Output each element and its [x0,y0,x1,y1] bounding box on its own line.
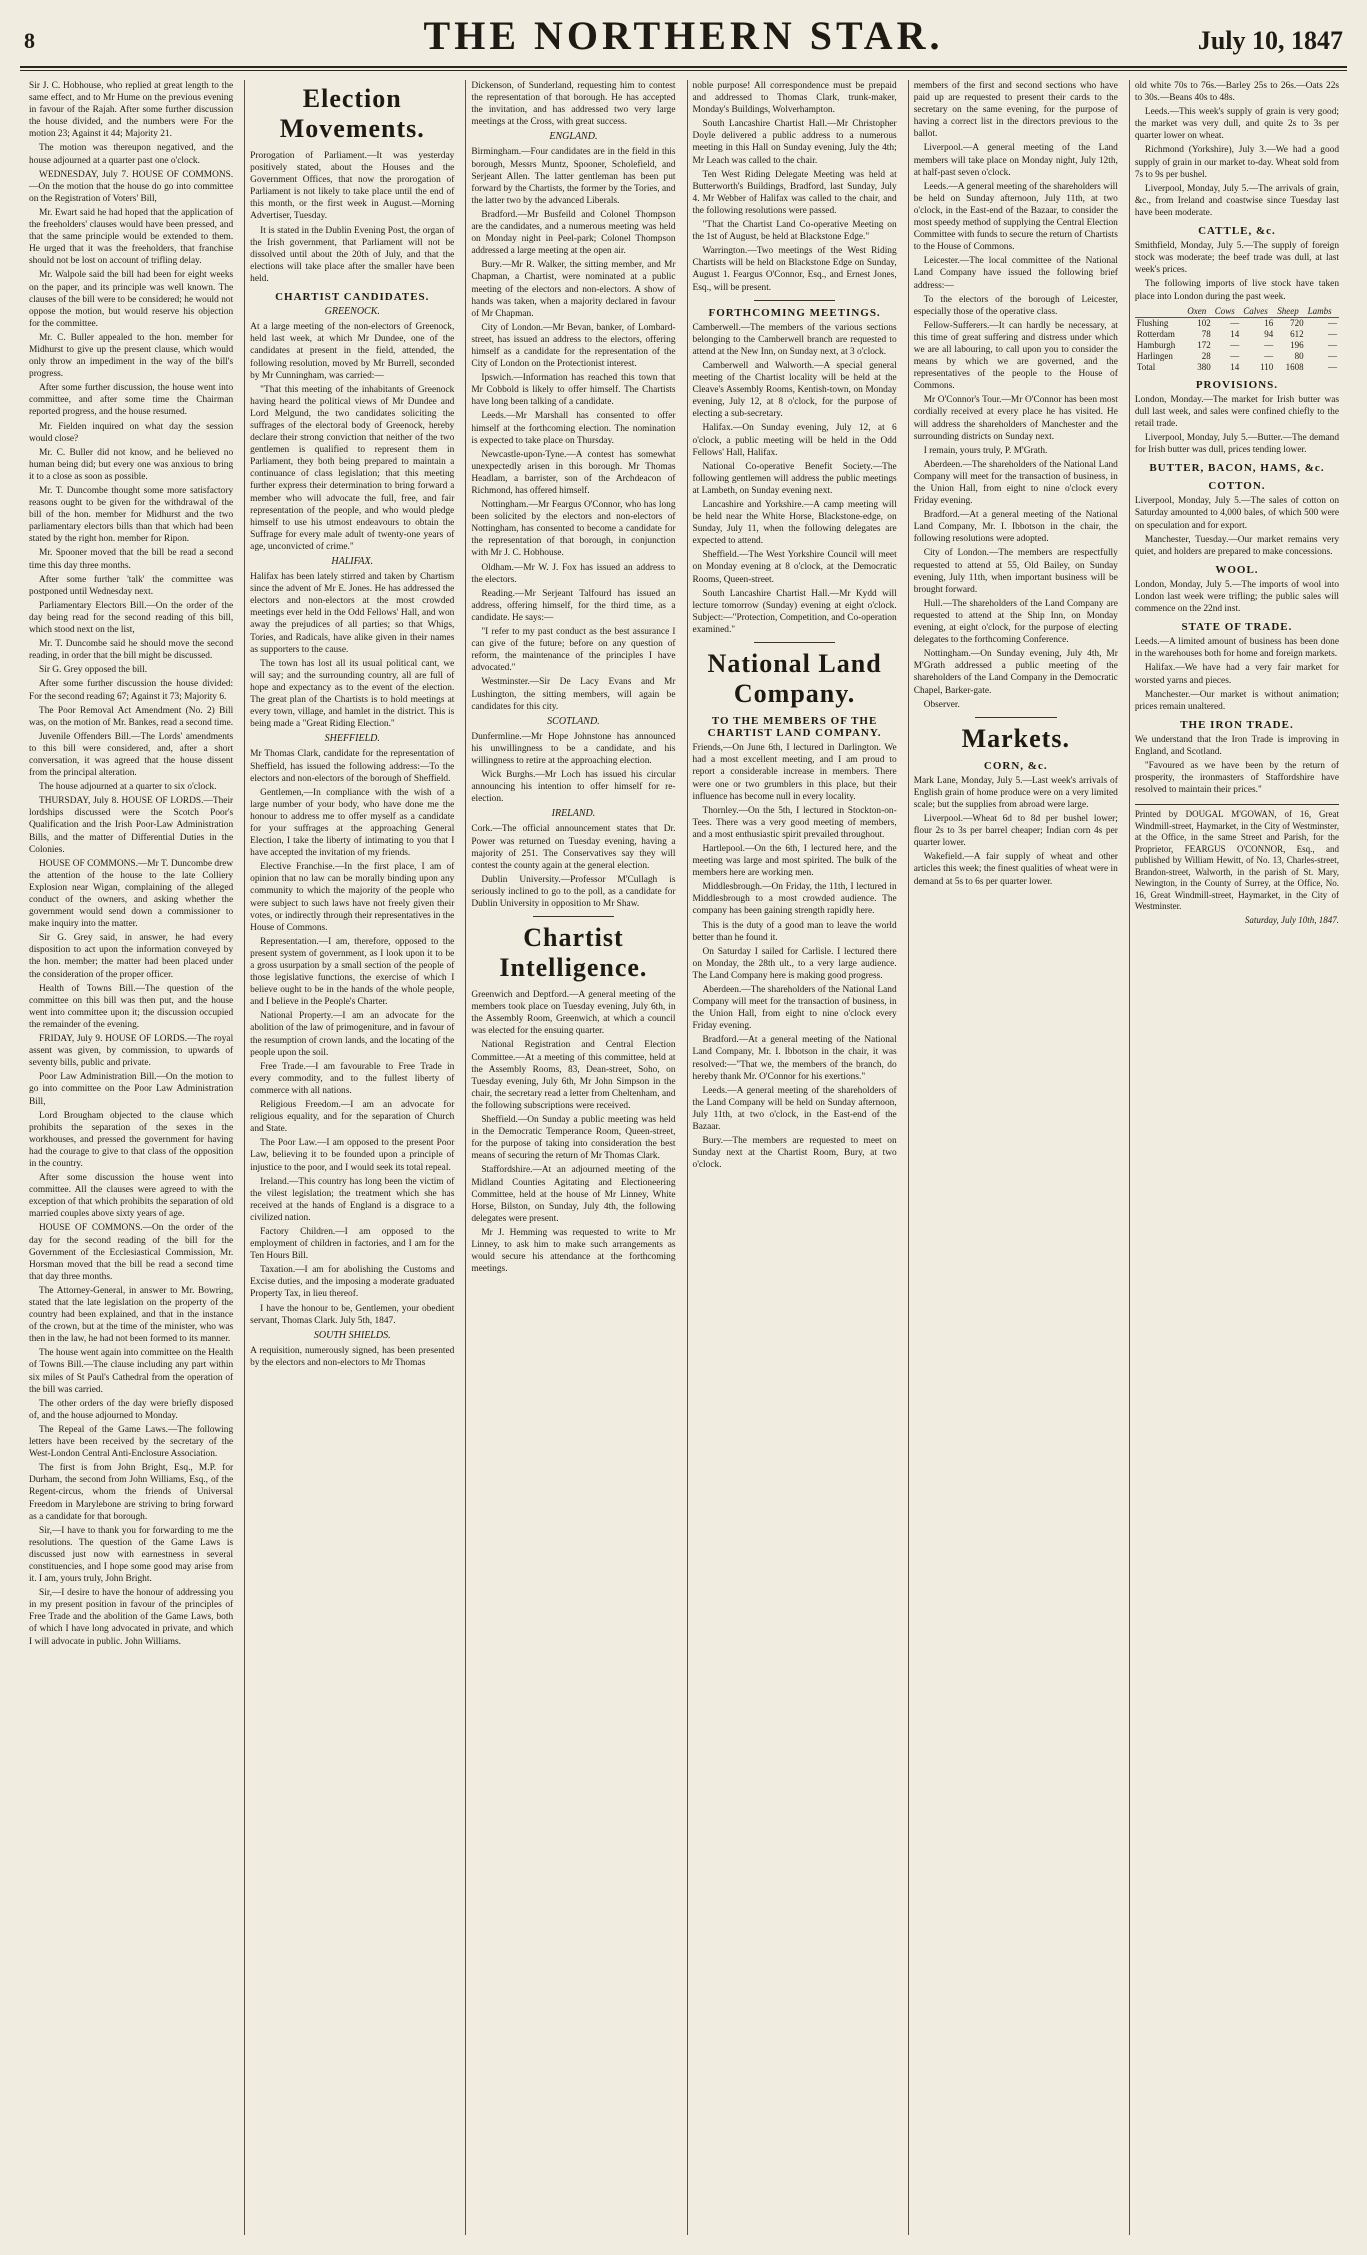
article-paragraph: Mr. C. Buller did not know, and he believed no human being did; but every one was anxious to bring it to a close as soon as possible. [29,447,234,482]
article-paragraph: Manchester, Tuesday.—Our market remains very quiet, and holders are prepared to make concessions. [1134,534,1340,557]
article-paragraph: Gentlemen,—In compliance with the wish of a large number of your body, who have done me the honour to address me to offer myself as a candidate for your suffrages at the approaching General Election, I take the liberty of intimating to you that I have accepted the invitation of my friends. [250,787,455,859]
article-paragraph: It is stated in the Dublin Evening Post, the organ of the Irish government, that Parliament will not be dissolved until about the 20th of July, and that the elections will take place after the smaller have been held. [250,225,455,284]
article-paragraph: Liverpool.—Wheat 6d to 8d per bushel lower; flour 2s to 3s per barrel cheaper; Indian corn 4s per quarter lower. [913,814,1118,849]
article-paragraph: To the electors of the borough of Leicester, especially those of the operative class. [913,294,1118,317]
article-paragraph: Oldham.—Mr W. J. Fox has issued an address to the electors. [471,562,676,585]
article-paragraph: Bradford.—Mr Busfeild and Colonel Thompson are the candidates, and a numerous meeting was held on Monday night in Peel-park; Colonel Thompson addressed a large meeting at the open air. [471,209,676,257]
article-paragraph: Mr. Ewart said he had hoped that the application of the freeholders' clauses would have been pressed, and that the same principle would be extended to them. He urged that it was the freeholders, that franchise should not be lost on account of trifling delay. [29,207,234,267]
article-paragraph: Dublin University.—Professor M'Cullagh is seriously inclined to go to the poll, as a candidate for Dublin University in opposition to Mr Shaw. [471,874,676,909]
article-paragraph: Westminster.—Sir De Lacy Evans and Mr Lushington, the sitting members, will again be candidates for this city. [471,677,676,712]
subhead-cotton: COTTON. [1208,480,1266,493]
article-paragraph: Halifax.—We have had a very fair market for worsted yarns and pieces. [1134,663,1340,686]
article-paragraph: The first is from John Bright, Esq., M.P. for Durham, the second from John Williams, Esq., of the Regent-circus, whom the friends of Universal Freedom in Marylebone are striving to bring forward as a candidate for that borough. [29,1463,234,1522]
article-paragraph: Halifax.—On Sunday evening, July 12, at 6 o'clock, a public meeting will be held in the Odd Fellows' Hall, Halifax. [692,423,897,458]
table-header: Oxen [1185,306,1212,318]
table-cell: Hamburgh [1136,339,1176,350]
article-paragraph: The house adjourned at a quarter to six o'clock. [39,782,217,793]
subhead-land-members: TO THE MEMBERS OF THE CHARTIST LAND COMPANY. [707,715,882,740]
table-cell: 720 [1290,317,1304,328]
masthead-rule [20,66,1347,68]
article-paragraph: Mr O'Connor's Tour.—Mr O'Connor has been most cordially received at every place he has visited. He will address the shareholders of Manchester and the surrounding districts on Sunday next. [913,395,1118,442]
imprint-date: Saturday, July 10th, 1847. [1244,914,1340,925]
table-header: Cows [1213,306,1242,318]
article-paragraph: "That the Chartist Land Co-operative Meeting on the 1st of August, be held at Blackstone Edge." [692,220,897,243]
article-paragraph: Birmingham.—Four candidates are in the field in this borough, Messrs Muntz, Spooner, Scholefield, and Serjeant Allen. The latter gentleman has been put forward by the Chartists, the former by the Tories, and the latter two by the advanced Liberals. [471,147,676,206]
article-paragraph: Wick Burghs.—Mr Loch has issued his circular announcing his intention to offer himself for re-election. [471,770,676,805]
table-cell: 196 [1290,339,1304,350]
article-paragraph: City of London.—The members are respectfully requested to attend at 55, Old Bailey, on Sunday evening, July 11th, when important business will be brought forward. [913,548,1118,595]
table-header [1135,306,1185,318]
article-paragraph: City of London.—Mr Bevan, banker, of Lombard-street, has issued an address to the electors, offering himself as a candidate for the representation of the City of London on the Protectionist interest. [471,322,676,370]
article-paragraph: After some further discussion, the house went into committee, and after some time the Chairman reported progress, and the house resumed. [29,383,234,418]
article-paragraph: Poor Law Administration Bill.—On the motion to go into committee on the Poor Law Administration Bill, [29,1072,234,1107]
table-cell: — [1328,350,1338,361]
table-header: Sheep [1275,306,1305,318]
table-row [1135,329,1339,340]
article-paragraph: "Favoured as we have been by the return of prosperity, the ironmasters of Staffordshire have resolved to maintain their prices." [1134,761,1340,796]
article-paragraph: National Co-operative Benefit Society.—The following gentlemen will address the public meetings at Lambeth, on Sunday evening next. [692,461,897,496]
subhead-butter: BUTTER, BACON, HAMS, &c. [1149,462,1325,475]
table-cell: — [1328,339,1338,350]
table-header: Lambs [1306,306,1339,318]
column-election-continued [465,80,680,2235]
article-paragraph: Halifax has been lately stirred and taken by Chartism since the advent of Mr E. Jones. He has addressed the electors and non-electors at the most crowded meetings ever held in the Odd Fellows' Hall, and won away the prejudices of all parties; so that Whigs, Tories, and Radicals, have alike given in their names as supporters to the cause. [250,572,455,655]
masthead [24,8,1343,60]
article-paragraph: Sir G. Grey opposed the bill. [39,665,148,676]
article-paragraph: Mr J. Hemming was requested to write to Mr Linney, to ask him to make such arrangements as would secure his attendance at the forthcoming meetings. [471,1227,676,1275]
article-paragraph: National Registration and Central Election Committee.—At a meeting of this committee, held at the Assembly Rooms, 83, Dean-street, Soho, on Tuesday evening, July 6th, Mr John Simpson in the chair, the secretary read a letter from Cheltenham, and the following subscriptions were received. [471,1040,676,1111]
article-paragraph: Sheffield.—On Sunday a public meeting was held in the Democratic Temperance Room, Queen-street, for the purpose of taking into consideration the best means of securing the return of Mr Thomas Clark. [471,1115,676,1162]
section-title-election: Election Movements. [279,84,425,143]
article-paragraph: Aberdeen.—The shareholders of the National Land Company will meet for the transaction of business, in the Union Hall, from eight to nine o'clock every Friday evening. [692,985,897,1032]
article-paragraph: Mr. Spooner moved that the bill be read a second time this day three months. [29,548,234,571]
table-cell: 14 [1230,328,1240,339]
section-divider [533,916,615,917]
place-heading: SHEFFIELD. [324,733,380,745]
table-cell: — [1230,317,1240,328]
table-cell: 612 [1290,328,1304,339]
table-cell: — [1230,339,1240,350]
masthead-rule-thin [20,70,1347,71]
article-paragraph: Elective Franchise.—In the first place, I am of opinion that no law can be morally binding upon any community to which the majority of the people who were subject to such laws have not freely given their votes, or indirectly through their representatives in the House of Commons. [250,862,455,933]
article-paragraph: Representation.—I am, therefore, opposed to the present system of government, as I look upon it to be a gross usurpation by a small section of the people of those legislative functions, the exercise of which I believe ought to be in the hands of the whole people, and I believe in the People's Charter. [250,936,455,1008]
article-paragraph: Leeds.—This week's supply of grain is very good; the market was very dull, and quite 2s to 3s per quarter lower on wheat. [1134,107,1340,142]
article-paragraph: Warrington.—Two meetings of the West Riding Chartists will be held on Blackstone Edge on Sunday, August 1. Feargus O'Connor, Esq., and Ernest Jones, Esq., will be present. [692,246,897,293]
article-paragraph: HOUSE OF COMMONS.—Mr T. Duncombe drew the attention of the house to the late Colliery Explosion near Wigan, complaining of the alleged conduct of the owners, and asking whether the government would send down a commissioner to make inquiry into the matter. [29,858,234,930]
article-paragraph: At a large meeting of the non-electors of Greenock, held last week, at which Mr Dundee, one of the candidates at present in the field, attended, the following resolution, moved by Mr Burrell, seconded by Mr Cunningham, was carried:— [250,322,455,381]
column-market-reports [1129,80,1344,2235]
article-paragraph: Camberwell.—The members of the various sections belonging to the Camberwell branch are requested to attend at the New Inn, on Sunday next, at 3 o'clock. [692,322,897,357]
article-paragraph: Sir,—I desire to have the honour of addressing you in my present position in favour of the principles of Free Trade and the abolition of the Game Laws, both of which I have long advocated in private, and which I will advocate in public. John Williams. [29,1588,234,1647]
article-paragraph: Lord Brougham objected to the clause which prohibits the separation of the sexes in the workhouses, and pressed the government for having had the courage to give to that class of the opposition in the country. [29,1110,234,1169]
article-paragraph: Camberwell and Walworth.—A special general meeting of the Chartist locality will be held at the Cleave's Assembly Rooms, Kentish-town, on Monday evening, July 12, at 8 o'clock, for the purpose of electing a sub-secretary. [692,360,897,420]
table-cell: Rotterdam [1136,328,1175,339]
table-row [1135,351,1339,362]
place-heading: GREENOCK. [324,306,380,318]
table-cell: — [1264,339,1274,350]
article-paragraph: Bradford.—At a general meeting of the National Land Company, Mr. I. Ibbotson in the chair, it was resolved:—"That we, the members of the branch, do hereby thank Mr. O'Connor for his exertions." [692,1035,897,1082]
article-paragraph: Ipswich.—Information has reached this town that Mr Cobbold is likely to offer himself. The Chartists have long been talking of a candidate. [471,373,676,408]
subhead-provisions: PROVISIONS. [1195,378,1279,391]
table-cell: Total [1136,361,1156,372]
article-paragraph: Mark Lane, Monday, July 5.—Last week's arrivals of English grain of home produce were on a very limited scale; but the supplies from abroad were large. [913,775,1118,810]
table-cell: Harlingen [1136,350,1173,361]
article-paragraph: Ten West Riding Delegate Meeting was held at Butterworth's Buildings, Bradford, last Sunday, July 4. Mr Webber of Halifax was called to the chair, and the following resolutions were passed. [692,169,897,216]
article-paragraph: Mr. Fielden inquired on what day the session would close? [29,421,234,444]
article-paragraph: I have the honour to be, Gentlemen, your obedient servant, Thomas Clark. July 5th, 1847. [250,1303,455,1326]
article-paragraph: After some further 'talk' the committee was postponed until Wednesday next. [29,574,234,597]
article-paragraph: The following imports of live stock have taken place into London during the past week. [1134,279,1340,302]
section-divider [754,642,836,643]
article-paragraph: Bradford.—At a general meeting of the National Land Company, Mr. I. Ibbotson in the chair, the following resolutions were adopted. [913,510,1118,545]
article-paragraph: Sir J. C. Hobhouse, who replied at great length to the same effect, and to Mr Hume on the previous evening in favour of the Rajah. After some further discussion the house divided, and the numbers were For the motion 23; Against it 44; Majority 21. [29,81,234,140]
article-paragraph: Cork.—The official announcement states that Dr. Power was returned on Tuesday evening, having a majority of 251. The Conservatives say they will contest the county again at the general election. [471,824,676,871]
article-paragraph: A requisition, numerously signed, has been presented by the electors and non-electors to Mr Thomas [250,1345,455,1368]
table-row [1135,317,1339,329]
article-paragraph: Middlesbrough.—On Friday, the 11th, I lectured in Middlesbrough to a most crowded audience. The company has been gaining strength rapidly here. [692,882,897,917]
article-paragraph: Greenwich and Deptford.—A general meeting of the members took place on Tuesday evening, July 6th, in the Assembly Room, Greenwich, at which a council was elected for the ensuing quarter. [471,990,676,1037]
article-paragraph: South Lancashire Chartist Hall.—Mr Kydd will lecture tomorrow (Sunday) evening at eight o'clock. Subject:—"Protection, Competition, and Co-operation examined." [692,588,897,635]
article-paragraph: Mr Thomas Clark, candidate for the representation of Sheffield, has issued the following address:—To the electors and non-electors of the borough of Sheffield. [250,749,455,784]
article-paragraph: Friends,—On June 6th, I lectured in Darlington. We had a most excellent meeting, and I am proud to report a considerable increase in members. There were one or two grumblers in this place, but their influence has become null in every locality. [692,743,897,802]
imprint-text: Printed by DOUGAL M'GOWAN, of 16, Great Windmill-street, Haymarket, in the City of Westminster, at the Office, in the same Street and Parish, for the Proprietor, FEARGUS O'CONNOR, Esq., and published by William Hewitt, of No. 13, Charles-street, Brandon-street, Walworth, in the parish of St. Mary, Newington, in the County of Surrey, at the Office, No. 16, Great Windmill-street, Haymarket, in the City of Westminster. [1134,809,1340,912]
article-paragraph: Sir G. Grey said, in answer, he had every disposition to act upon the information conveyed by the hon. member; the matter had been placed under the consideration of the proper officer. [29,933,234,980]
article-paragraph: Aberdeen.—The shareholders of the National Land Company will meet for the transaction of business, in the Union Hall, from eight to nine o'clock every Friday evening. [913,459,1118,507]
article-paragraph: National Property.—I am an advocate for the abolition of the law of primogeniture, and in favour of the resumption of crown lands, and the locating of the people upon the soil. [250,1011,455,1058]
article-paragraph: THURSDAY, July 8. HOUSE OF LORDS.—Their lordships discussed were the Scotch Poor's Qualification and the Irish Poor-Law Administration Bills, and the matter of Differential Duties in the Colonies. [29,796,234,855]
article-paragraph: Newcastle-upon-Tyne.—A contest has somewhat unexpectedly arisen in this borough. Mr Thomas Headlam, a barrister, son of the Archdeacon of Richmond, has offered himself. [471,449,676,496]
article-paragraph: Lancashire and Yorkshire.—A camp meeting will be held near the White Horse, Blackstone-edge, on Sunday, July 11, when the following delegates are expected to attend. [692,500,897,547]
article-paragraph: Leeds.—Mr Marshall has consented to offer himself at the forthcoming election. The nomination is expected to take place on Thursday. [471,411,676,446]
column-land-markets [908,80,1123,2235]
table-cell: 172 [1197,339,1211,350]
article-paragraph: Liverpool, Monday, July 5.—The sales of cotton on Saturday amounted to 4,000 bales, of which 500 were on speculation and for export. [1134,496,1340,531]
article-paragraph: On Saturday I sailed for Carlisle. I lectured there on Monday, the 28th ult., to a very large audience. The Land Company here is making good progress. [692,946,897,981]
table-header: Calves [1241,306,1275,318]
article-paragraph: FRIDAY, July 9. HOUSE OF LORDS.—The royal assent was given, by commission, to upwards of seventy bills, public and private. [29,1034,234,1069]
table-cell: 80 [1294,350,1304,361]
article-paragraph: Dickenson, of Sunderland, requesting him to contest the representation of that borough. He has accepted the invitation, and has addressed two very large meetings at the Cross, with great success. [471,81,676,128]
table-cell: 1608 [1285,361,1304,372]
article-paragraph: The town has lost all its usual political cant, we will say; and the surrounding country, all are full of hope and expectancy as to the event of the election. The great plan of the Chartists is to hold meetings at every town, village, and hamlet in the district. This is being made a "Great Riding Election." [250,658,455,730]
article-paragraph: Health of Towns Bill.—The question of the committee on this bill was then put, and the house went into committee upon it; the discussion occupied the remainder of the evening. [29,983,234,1030]
article-paragraph: Liverpool.—A general meeting of the Land members will take place on Monday night, July 12th, at half-past seven o'clock. [913,143,1118,178]
article-paragraph: Bury.—The members are requested to meet on Sunday next at the Chartist Room, Bury, at two o'clock. [692,1136,897,1171]
article-paragraph: The Poor Law.—I am opposed to the present Poor Law, believing it to be founded upon a principle of injustice to the poor, and I would seek its total repeal. [250,1138,455,1173]
article-paragraph: Mr. T. Duncombe said he should move the second reading, in order that the bill might be discussed. [29,639,234,662]
article-paragraph: noble purpose! All correspondence must be prepaid and addressed to Thomas Clark, trunk-maker, Monday's Buildings, Wolverhampton. [692,81,897,116]
article-paragraph: The Poor Removal Act Amendment (No. 2) Bill was, on the motion of Mr. Bankes, read a second time. [29,705,234,728]
article-paragraph: Leeds.—A general meeting of the shareholders will be held on Sunday afternoon, July 11th, at two o'clock, in the East-end of the Bazaar, to consider the most speedy method of supplying the Central Election Committee with funds to secure the return of Chartists to the House of Commons. [913,181,1118,253]
article-paragraph: South Lancashire Chartist Hall.—Mr Christopher Doyle delivered a public address to a numerous meeting in this Hall on Sunday evening, July the 4th; Mr Leach was called to the chair. [692,119,897,166]
table-cell: — [1328,361,1338,372]
table-row [1135,340,1339,351]
page-columns [24,80,1344,2235]
article-paragraph: Observer. [923,699,960,710]
table-cell: 94 [1264,328,1274,339]
article-paragraph: Factory Children.—I am opposed to the employment of children in factories, and I am for the Ten Hours Bill. [250,1226,455,1262]
subhead-trade: STATE OF TRADE. [1181,621,1293,634]
article-paragraph: Fellow-Sufferers.—It can hardly be necessary, at this time of great suffering and distress under which we are all labouring, to call upon you to consider the means by which we are governed, and the representatives of the people to the House of Commons. [913,320,1118,392]
table-cell: — [1328,328,1338,339]
article-paragraph: HOUSE OF COMMONS.—On the order of the day for the second reading of the bill for the Government of the Ecclesiastical Commission, Mr. Horsman moved that the bill be read a second time that day three months. [29,1223,234,1282]
article-paragraph: Richmond (Yorkshire), July 3.—We had a good supply of grain in our market to-day. Wheat sold from 7s to 9s per bushel. [1134,145,1340,180]
article-paragraph: The Attorney-General, in answer to Mr. Bowring, stated that the late legislation on the property of the country had been explained, and that in the instance of the crown, but at the time of the minister, who was then in the law, he had not been formed to its manner. [29,1285,234,1345]
article-paragraph: Mr. T. Duncombe thought some more satisfactory reasons ought to be given for the withdrawal of the bill of the hon. member for Midhurst and the two parliamentary electors bills than that which had been stated by the right hon. member for Ripon. [29,486,234,545]
article-paragraph: Nottingham.—On Sunday evening, July 4th, Mr M'Grath addressed a public meeting of the shareholders of the Land Company in the Democratic Chapel, Barker-gate. [913,649,1118,696]
article-paragraph: The other orders of the day were briefly disposed of, and the house adjourned to Monday. [29,1398,234,1421]
subhead-chartist-candidates: CHARTIST CANDIDATES. [275,291,430,304]
article-paragraph: The house went again into committee on the Health of Towns Bill.—The clause including any part within six miles of St Paul's Cathedral from the operation of the bill was carried. [29,1348,234,1395]
place-heading: SOUTH SHIELDS. [313,1329,391,1341]
column-election-movements [244,80,459,2235]
subhead-iron: THE IRON TRADE. [1180,718,1294,731]
table-cell: 28 [1201,350,1211,361]
article-paragraph: Free Trade.—I am favourable to Free Trade in every commodity, and to the fullest liberty of commerce with all nations. [250,1061,455,1096]
section-divider [975,717,1057,718]
article-paragraph: members of the first and second sections who have paid up are requested to present their cards to the secretary on the same evening, for the purpose of having a correct list in the directors previous to the ballot. [913,81,1118,140]
table-cell: 102 [1197,317,1211,328]
article-paragraph: Liverpool, Monday, July 5.—Butter.—The demand for Irish butter was dull, prices tending lower. [1134,432,1340,456]
article-paragraph: Staffordshire.—At an adjourned meeting of the Midland Counties Agitating and Electioneering Committee, held at the house of Mr Linney, White Horse, Bilston, on Sunday, July 4th, the following delegates were present. [471,1165,676,1224]
article-paragraph: We understand that the Iron Trade is improving in England, and Scotland. [1134,734,1340,758]
table-cell: Flushing [1136,317,1169,328]
subhead-corn: CORN, &c. [983,759,1048,772]
table-cell: — [1230,350,1240,361]
article-paragraph: Thornley.—On the 5th, I lectured in Stockton-on-Tees. There was a very good meeting of members, and a most enthusiastic spirit prevailed throughout. [692,805,897,840]
article-paragraph: WEDNESDAY, July 7. HOUSE OF COMMONS.—On the motion that the house do go into committee on the Registration of Voters' Bill, [29,169,234,204]
column-meetings-land [687,80,902,2235]
article-paragraph: This is the duty of a good man to leave the world better than he found it. [692,920,897,943]
article-paragraph: "That this meeting of the inhabitants of Greenock having heard the political views of Mr Dundee and Lord Melgund, the two candidates soliciting the suffrages of the electoral body of Greenock, hereby declare their strong conviction that neither of the two gentlemen is qualified to represent them in Parliament, they both being prepared to maintain a continuance of class legislation; that this meeting further express their determination to bring forward a member who will advocate the full, free, and fair representation of the people, and who would pledge himself to use his utmost endeavours to obtain the Suffrage for every male adult of twenty-one years of age, unconvicted of crime." [250,384,455,552]
place-heading: SCOTLAND. [547,715,600,727]
issue-date: July 10, 1847 [1197,26,1343,55]
section-title-land: National Land Company. [707,649,882,709]
article-paragraph: The motion was thereupon negatived, and the house adjourned at a quarter past one o'clock. [29,143,234,166]
section-title-markets: Markets. [961,723,1070,753]
table-cell: 78 [1201,328,1211,339]
article-paragraph: Dunfermline.—Mr Hope Johnstone has announced his unwillingness to be a candidate, and his willingness to retire at the approaching election. [471,731,676,766]
article-paragraph: The Repeal of the Game Laws.—The following letters have been received by the secretary of the West-London Central Anti-Enclosure Association. [29,1424,234,1460]
article-paragraph: Leeds.—A limited amount of business has been done in the warehouses both for home and foreign markets. [1134,637,1340,660]
section-divider [754,300,836,301]
article-paragraph: Mr. Walpole said the bill had been for eight weeks on the paper, and its principle was well known. The clauses of the bill were to be considered; he would not oppose the motion, but would reserve his objection for the committee. [29,270,234,329]
article-paragraph: old white 70s to 76s.—Barley 25s to 26s.—Oats 22s to 30s.—Beans 40s to 48s. [1134,81,1340,104]
article-paragraph: Nottingham.—Mr Feargus O'Connor, who has long been solicited by the electors and non-electors of Nottingham, has consented to become a candidate for the representation of that borough, in conjunction with Mr J. C. Hobhouse. [471,500,676,559]
article-paragraph: Juvenile Offenders Bill.—The Lords' amendments to this bill were considered, and, after a short conversation, it was agreed that the house dissent from the principal alteration. [29,731,234,779]
article-paragraph: Reading.—Mr Serjeant Talfourd has issued an address, offering himself, for the third time, as a candidate. He says:— [471,588,676,623]
article-paragraph: Leicester.—The local committee of the National Land Company have issued the following brief address:— [913,256,1118,291]
table-cell: 14 [1230,361,1240,372]
article-paragraph: Taxation.—I am for abolishing the Customs and Excise duties, and the imposing a moderate graduated Property Tax, in lieu thereof. [250,1265,455,1300]
place-heading: IRELAND. [551,808,596,820]
article-paragraph: London, Monday, July 5.—The imports of wool into London last week were trifling; the public sales will commence on the 22nd inst. [1134,579,1340,615]
column-parliament [24,80,238,2235]
subhead-cattle: CATTLE, &c. [1198,225,1276,238]
table-row [1135,362,1339,373]
subhead-forthcoming: FORTHCOMING MEETINGS. [708,306,881,319]
article-paragraph: Smithfield, Monday, July 5.—The supply of foreign stock was moderate; the beef trade was dull, at last week's prices. [1134,241,1340,276]
table-cell: 16 [1264,317,1274,328]
article-paragraph: Sir,—I have to thank you for forwarding to me the resolutions. The question of the Game Laws is discussed just now with earnestness in several constituencies, and I hope some good may arise from it. I am, yours truly, John Bright. [29,1525,234,1585]
section-title-chartist: Chartist Intelligence. [499,923,648,983]
printer-imprint [1135,804,1339,926]
article-paragraph: Religious Freedom.—I am an advocate for religious equality, and for the separation of Church and State. [250,1100,455,1135]
subhead-wool: WOOL. [1215,563,1259,576]
article-paragraph: Sheffield.—The West Yorkshire Council will meet on Monday evening at 8 o'clock, at the Democratic Rooms, Queen-street. [692,550,897,585]
article-paragraph: Bury.—Mr R. Walker, the sitting member, and Mr Chapman, a Chartist, were nominated at a public meeting of the electors and non-electors. A show of hands was taken, when a majority declared in favour of Mr Chapman. [471,260,676,319]
table-cell: — [1328,317,1338,328]
article-paragraph: Mr. C. Buller appealed to the hon. member for Midhurst to give up the present clause, which would only throw an impediment in the way of the bill's progress. [29,332,234,380]
article-paragraph: London, Monday.—The market for Irish butter was dull last week, and sales were confined chiefly to the retail trade. [1134,394,1340,429]
article-paragraph: Hull.—The shareholders of the Land Company are requested to attend at the Ship Inn, on Monday evening, at eight o'clock, for the purpose of electing delegates to the forthcoming Conference. [913,598,1118,646]
article-paragraph: Leeds.—A general meeting of the shareholders of the Land Company will be held on Sunday afternoon, July 11th, at two o'clock, in the East-end of the Bazaar. [692,1085,897,1133]
article-paragraph: Hartlepool.—On the 6th, I lectured here, and the meeting was large and most spirited. The bulk of the members here are working men. [692,843,897,879]
article-paragraph: "I refer to my past conduct as the best assurance I can give of the future; before on any question of reform, the maintenance of the principles I have advocated." [471,627,676,674]
article-paragraph: Wakefield.—A fair supply of wheat and other articles this week; the finest qualities of wheat were in demand at 5s to 6s per quarter lower. [913,852,1118,887]
table-cell: 110 [1260,361,1274,372]
table-cell: — [1264,350,1274,361]
article-paragraph: After some further discussion the house divided: For the second reading 67; Against it 73; Majority 6. [29,679,234,702]
place-heading: ENGLAND. [549,131,598,143]
article-paragraph: Prorogation of Parliament.—It was yesterday positively stated, about the Houses and the Government Offices, that now the prorogation of Parliament is not likely to take place until the end of this month, or the first week in August.—Morning Advertiser, Tuesday. [250,151,455,222]
article-paragraph: Liverpool, Monday, July 5.—The arrivals of grain, &c., from Ireland and coastwise since Tuesday last have been moderate. [1134,183,1340,218]
article-paragraph: After some discussion the house went into committee. All the clauses were agreed to with the exception of that which prohibits the separation of old married couples above sixty years of age. [29,1173,234,1220]
article-paragraph: Manchester.—Our market is without animation; prices remain unaltered. [1134,689,1340,712]
place-heading: HALIFAX. [331,556,374,567]
issue-number: 8 [24,28,35,53]
article-paragraph: Parliamentary Electors Bill.—On the order of the day being read for the second reading of this bill, which stood next on the list, [29,600,234,636]
article-paragraph: I remain, yours truly, P. M'Grath. [923,445,1048,456]
newspaper-title: THE NORTHERN STAR. [423,13,944,58]
cattle-imports-table [1135,306,1339,373]
table-cell: 380 [1197,361,1211,372]
article-paragraph: Ireland.—This country has long been the victim of the vilest legislation; the treatment which she has received at the hands of England is a disgrace to a civilized nation. [250,1176,455,1223]
